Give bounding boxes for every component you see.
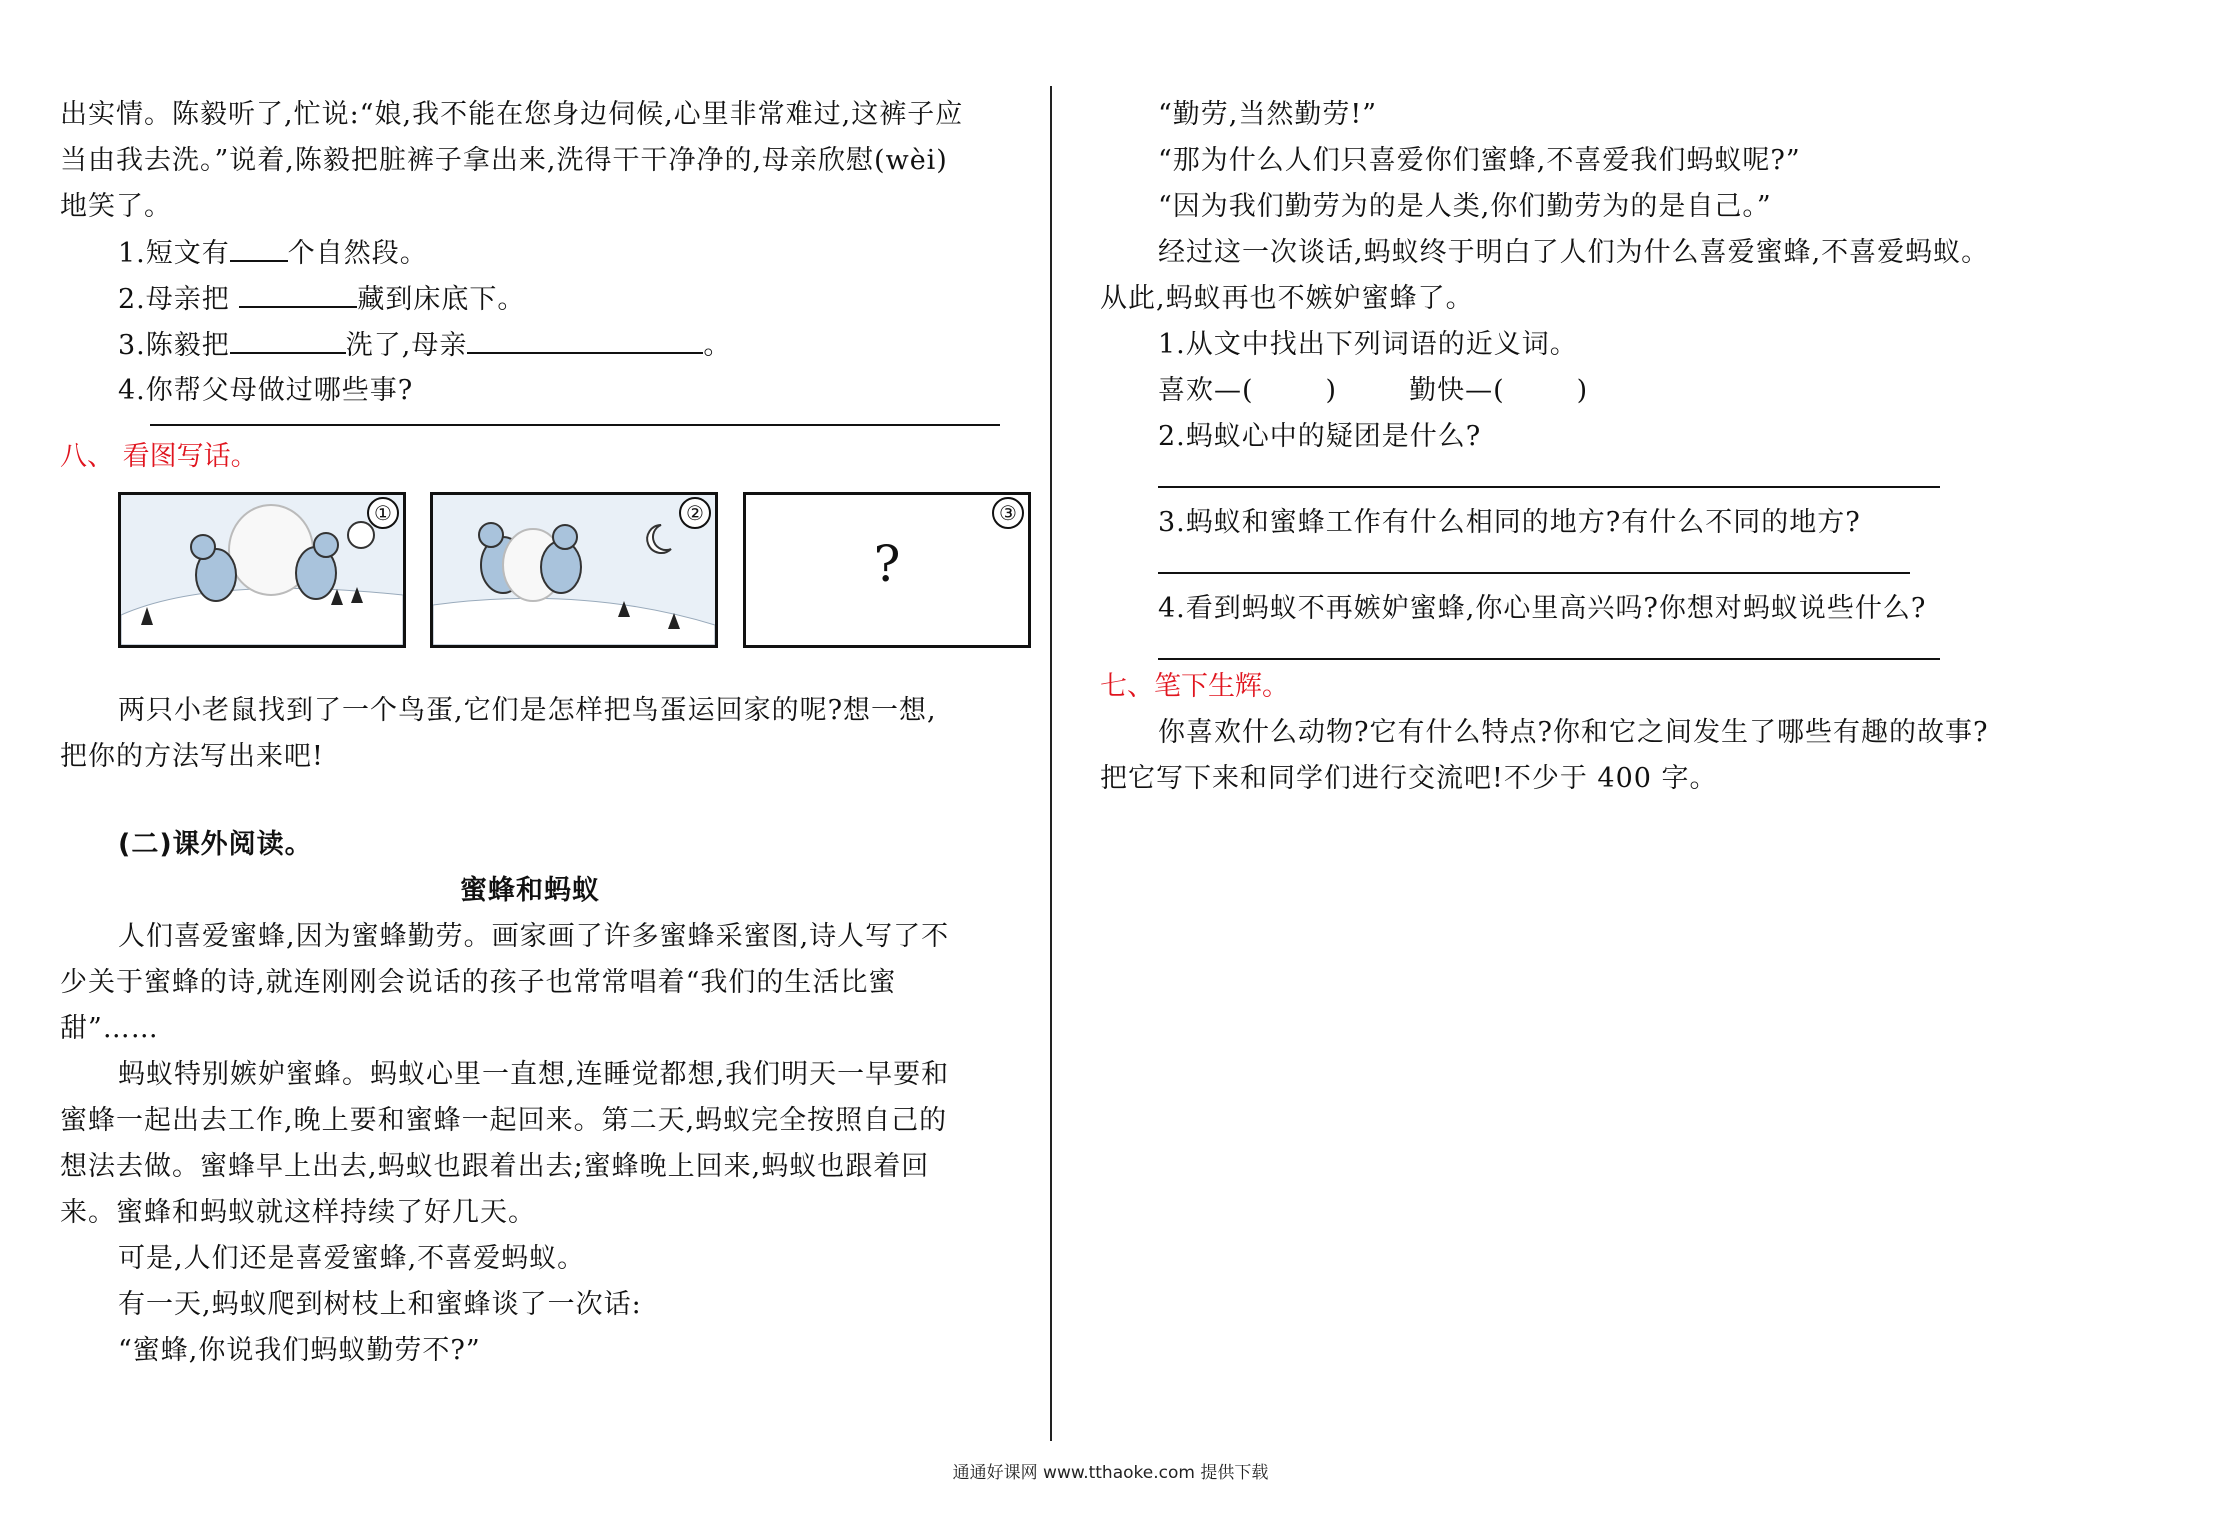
question-mark: ? — [873, 535, 901, 593]
answer-blank[interactable] — [230, 230, 288, 262]
question-3: 3.陈毅把 洗了,母亲 。 — [60, 322, 1000, 368]
story-title: 蜜蜂和蚂蚁 — [460, 875, 600, 906]
story-line: 想法去做。蜜蜂早上出去,蚂蚁也跟着出去;蜜蜂晚上回来,蚂蚁也跟着回 — [60, 1151, 930, 1182]
writing-prompt-line: 你喜欢什么动物?它有什么特点?你和它之间发生了哪些有趣的故事? — [1158, 717, 1989, 748]
story-line: “因为我们勤劳为的是人类,你们勤劳为的是自己。” — [1158, 191, 1772, 222]
story-line: “蜜蜂,你说我们蚂蚁勤劳不?” — [118, 1335, 481, 1366]
story-line: 少关于蜜蜂的诗,就连刚刚会说话的孩子也常常唱着“我们的生活比蜜 — [60, 967, 897, 998]
right-column — [1100, 92, 2045, 802]
story-line: 蚂蚁特别嫉妒蜜蜂。蚂蚁心里一直想,连睡觉都想,我们明天一早要和 — [118, 1059, 950, 1090]
story-line: 来。蜜蜂和蚂蚁就这样持续了好几天。 — [60, 1197, 536, 1228]
writing-prompt-line: 把它写下来和同学们进行交流吧!不少于 400 字。 — [1100, 763, 1718, 794]
picture-panels — [60, 480, 1017, 670]
reading-heading: (二)课外阅读。 — [118, 829, 313, 860]
mice-rolling-egg-illustration — [433, 495, 715, 645]
story-line: 蜜蜂一起出去工作,晚上要和蜜蜂一起回来。第二天,蚂蚁完全按照自己的 — [60, 1105, 948, 1136]
passage-line: 地笑了。 — [60, 191, 172, 222]
panel-number: ① — [367, 497, 399, 529]
section-7-title: 七、笔下生辉。 — [1100, 671, 1289, 702]
question-1: 1.短文有 个自然段。 — [60, 230, 1000, 276]
picture-panel-2 — [430, 492, 718, 648]
story-line: 从此,蚂蚁再也不嫉妒蜜蜂了。 — [1100, 283, 1474, 314]
answer-blank[interactable] — [239, 276, 357, 308]
passage-line: 出实情。陈毅听了,忙说:“娘,我不能在您身边伺候,心里非常难过,这裤子应 — [60, 99, 964, 130]
question-3: 3.蚂蚁和蜜蜂工作有什么相同的地方?有什么不同的地方? — [1158, 507, 1861, 538]
story-line: “勤劳,当然勤劳!” — [1158, 99, 1378, 130]
passage-line: 当由我去洗。”说着,陈毅把脏裤子拿出来,洗得干干净净的,母亲欣慰(wèi) — [60, 145, 948, 176]
answer-blank[interactable] — [467, 322, 703, 354]
writing-prompt-line: 两只小老鼠找到了一个鸟蛋,它们是怎样把鸟蛋运回家的呢?想一想, — [118, 695, 937, 726]
question-4: 4.看到蚂蚁不再嫉妒蜜蜂,你心里高兴吗?你想对蚂蚁说些什么? — [1158, 593, 1927, 624]
mice-carrying-egg-illustration — [121, 495, 403, 645]
story-line: 人们喜爱蜜蜂,因为蜜蜂勤劳。画家画了许多蜜蜂采蜜图,诗人写了不 — [118, 921, 950, 952]
story-line: 可是,人们还是喜爱蜜蜂,不喜爱蚂蚁。 — [118, 1243, 586, 1274]
section-8-title: 八、 看图写话。 — [60, 441, 258, 472]
question-4: 4.你帮父母做过哪些事? — [118, 375, 414, 406]
panel-number: ② — [679, 497, 711, 529]
answer-blank[interactable] — [230, 322, 346, 354]
question-1: 1.从文中找出下列词语的近义词。 — [1158, 329, 1578, 360]
page-footer: 通通好课网 www.tthaoke.com 提供下载 — [952, 1463, 1269, 1483]
synonym-row: 喜欢—( ) 勤快—( ) — [1158, 375, 1589, 406]
story-line: 有一天,蚂蚁爬到树枝上和蜜蜂谈了一次话: — [118, 1289, 642, 1320]
picture-panel-3 — [743, 492, 1031, 648]
story-line: 甜”…… — [60, 1013, 159, 1044]
story-line: 经过这一次谈话,蚂蚁终于明白了人们为什么喜爱蜜蜂,不喜爱蚂蚁。 — [1158, 237, 1990, 268]
column-divider — [1050, 86, 1052, 1441]
left-column — [60, 92, 1017, 1374]
picture-panel-1 — [118, 492, 406, 648]
writing-prompt-line: 把你的方法写出来吧! — [60, 741, 324, 772]
question-2: 2.蚂蚁心中的疑团是什么? — [1158, 421, 1482, 452]
story-line: “那为什么人们只喜爱你们蜜蜂,不喜爱我们蚂蚁呢?” — [1158, 145, 1801, 176]
question-2: 2.母亲把 藏到床底下。 — [60, 276, 1000, 322]
panel-number: ③ — [992, 497, 1024, 529]
